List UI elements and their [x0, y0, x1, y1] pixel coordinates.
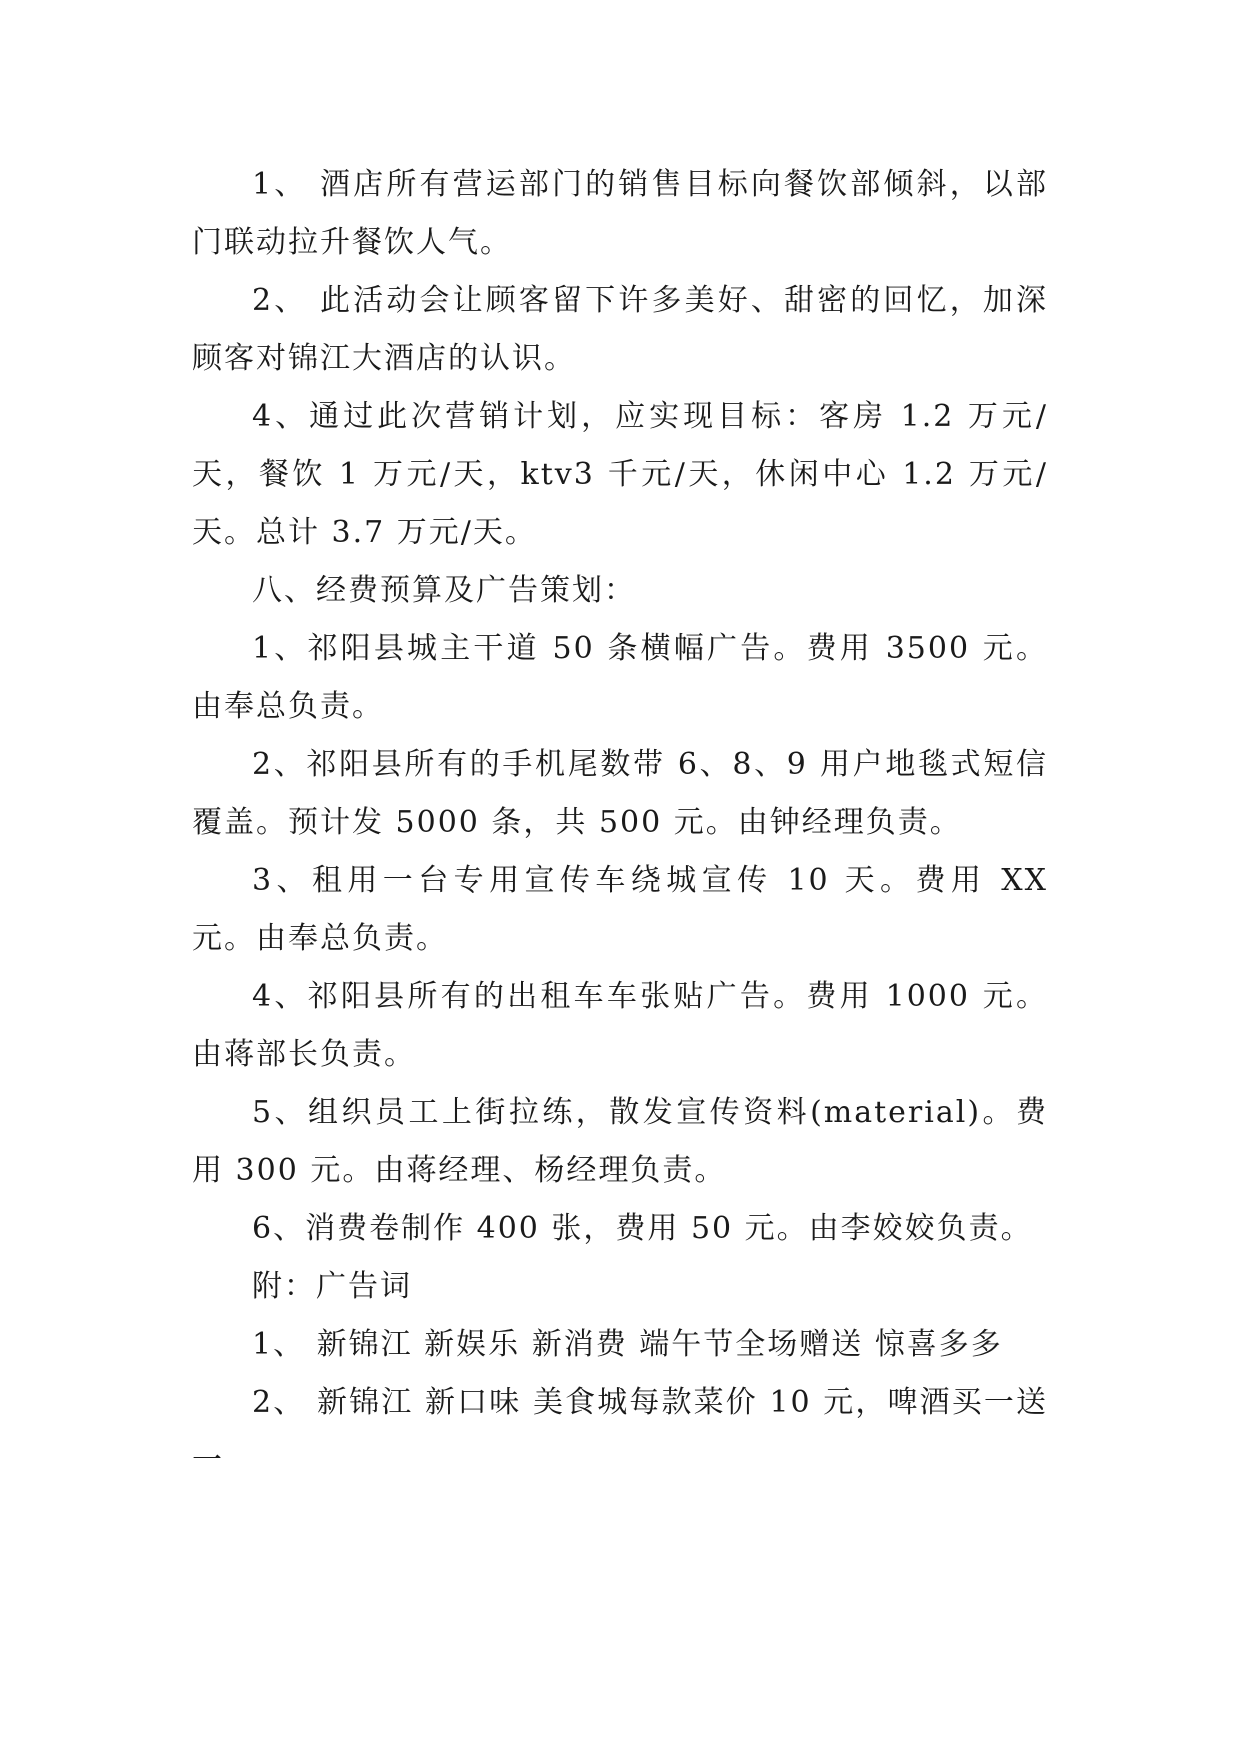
paragraph-budget-3: 3、租用一台专用宣传车绕城宣传 10 天。费用 XX 元。由奉总负责。: [192, 863, 1048, 956]
slogan-1: 1、 新锦江 新娱乐 新消费 端午节全场赠送 惊喜多多: [252, 1327, 1003, 1362]
appendix-heading: 附：广告词: [252, 1269, 412, 1304]
paragraph-budget-4: 4、祁阳县所有的出租车车张贴广告。费用 1000 元。由蒋部长负责。: [192, 979, 1048, 1072]
section-heading-budget: 八、经费预算及广告策划：: [252, 573, 636, 608]
paragraph-budget-6: 6、消费卷制作 400 张，费用 50 元。由李姣姣负责。: [252, 1211, 1033, 1246]
paragraph-goal-1: 1、 酒店所有营运部门的销售目标向餐饮部倾斜，以部门联动拉升餐饮人气。: [192, 167, 1048, 260]
paragraph-budget-1: 1、祁阳县城主干道 50 条横幅广告。费用 3500 元。由奉总负责。: [192, 631, 1048, 724]
paragraph-budget-5: 5、组织员工上街拉练，散发宣传资料(material)。费用 300 元。由蒋经理、杨经理负责。: [192, 1095, 1048, 1188]
paragraph-goal-4: 4、通过此次营销计划，应实现目标：客房 1.2 万元/天，餐饮 1 万元/天，ktv3 千元/天，休闲中心 1.2 万元/天。总计 3.7 万元/天。: [192, 399, 1048, 550]
slogan-2: 2、 新锦江 新口味 美食城每款菜价 10 元，啤酒买一送一: [192, 1385, 1048, 1478]
document-page: [192, 156, 1048, 1716]
paragraph-goal-2: 2、 此活动会让顾客留下许多美好、甜密的回忆，加深顾客对锦江大酒店的认识。: [192, 283, 1048, 376]
paragraph-budget-2: 2、祁阳县所有的手机尾数带 6、8、9 用户地毯式短信覆盖。预计发 5000 条，共 500 元。由钟经理负责。: [192, 747, 1048, 840]
